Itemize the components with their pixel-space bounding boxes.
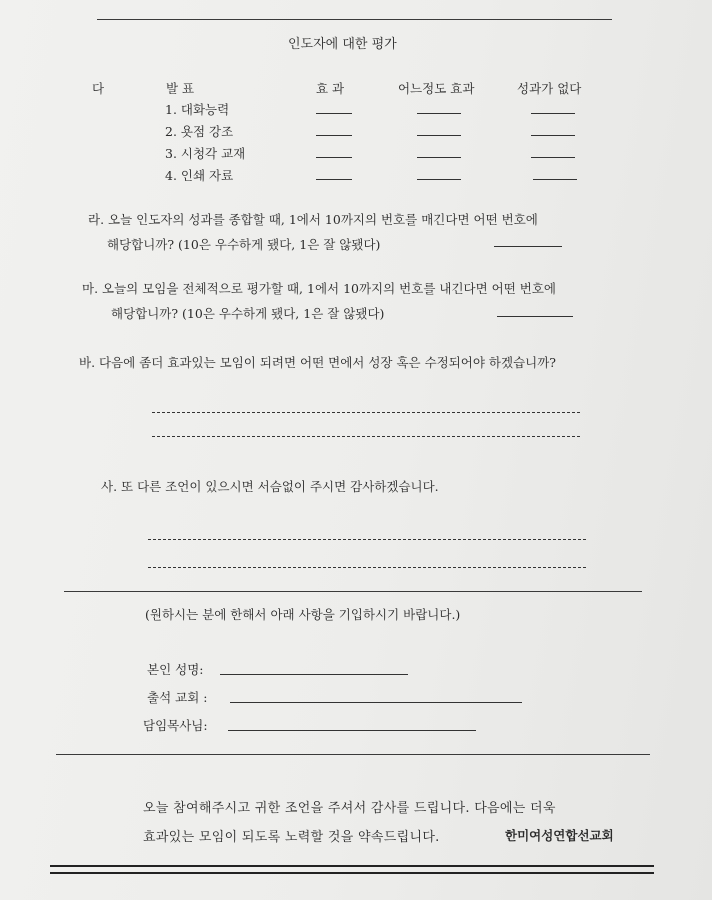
rating-blank[interactable]: [417, 157, 461, 158]
closing-line2: 효과있는 모임이 되도록 노력할 것을 약속드립니다.: [143, 830, 440, 845]
header-no-result: 성과가 없다: [517, 81, 582, 96]
rating-blank[interactable]: [316, 113, 352, 114]
rating-blank[interactable]: [531, 135, 575, 136]
question-ra-line1: 라. 오늘 인도자의 성과를 종합할 때, 1에서 10까지의 번호를 매긴다면 어떤 번호에: [88, 212, 538, 227]
name-label: 본인 성명:: [147, 662, 204, 677]
rating-blank[interactable]: [316, 157, 352, 158]
header-effective: 효 과: [316, 81, 345, 96]
leader-score-blank[interactable]: [494, 246, 562, 247]
rating-blank[interactable]: [531, 157, 575, 158]
header-somewhat-effective: 어느정도 효과: [398, 81, 475, 96]
closing-line1: 오늘 참여해주시고 귀한 조언을 주셔서 감사를 드립니다. 다음에는 더욱: [143, 801, 556, 816]
question-ra-line2: 해당합니까? (10은 우수하게 됐다, 1은 잘 않됐다): [107, 237, 381, 252]
rating-blank[interactable]: [417, 113, 461, 114]
rating-blank[interactable]: [316, 135, 352, 136]
closing-divider: [56, 754, 650, 755]
question-ma-line2: 해당합니까? (10은 우수하게 됐다, 1은 잘 않됐다): [111, 306, 385, 321]
item-conversation: 1. 대화능력: [165, 102, 230, 117]
improvement-answer-line[interactable]: [152, 436, 580, 437]
question-ma-line1: 마. 오늘의 모임을 전체적으로 평가할 때, 1에서 10까지의 번호를 내긴다면 어떤 번호에: [82, 281, 556, 296]
optional-info-note: (원하시는 분에 한해서 아래 사항을 기입하시기 바랍니다.): [145, 607, 461, 622]
pastor-field[interactable]: [228, 730, 476, 731]
section-divider: [64, 591, 642, 592]
church-label: 출석 교회 :: [147, 690, 208, 705]
bottom-double-rule: [50, 865, 654, 874]
advice-answer-line[interactable]: [148, 567, 586, 568]
question-sa: 사. 또 다른 조언이 있으시면 서슴없이 주시면 감사하겠습니다.: [101, 479, 439, 494]
form-title: 인도자에 대한 평가: [288, 37, 397, 52]
improvement-answer-line[interactable]: [152, 412, 580, 413]
church-field[interactable]: [230, 702, 522, 703]
rating-blank[interactable]: [531, 113, 575, 114]
item-emphasis: 2. 욧점 강조: [165, 124, 234, 139]
meeting-score-blank[interactable]: [497, 316, 573, 317]
name-field[interactable]: [220, 674, 408, 675]
section-label-da: 다: [92, 81, 105, 96]
rating-blank[interactable]: [417, 179, 461, 180]
advice-answer-line[interactable]: [148, 539, 586, 540]
rating-blank[interactable]: [316, 179, 352, 180]
header-presentation: 발 표: [166, 81, 195, 96]
rating-blank[interactable]: [533, 179, 577, 180]
pastor-label: 담임목사님:: [143, 718, 208, 733]
item-visual-aids: 3. 시청각 교재: [165, 146, 246, 161]
item-printed-materials: 4. 인쇄 자료: [165, 168, 234, 183]
rating-blank[interactable]: [417, 135, 461, 136]
question-ba: 바. 다음에 좀더 효과있는 모임이 되려면 어떤 면에서 성장 혹은 수정되어야 하겠습니까?: [79, 355, 557, 370]
top-rule: [97, 19, 612, 20]
organization-signature: 한미여성연합선교회: [505, 828, 614, 843]
